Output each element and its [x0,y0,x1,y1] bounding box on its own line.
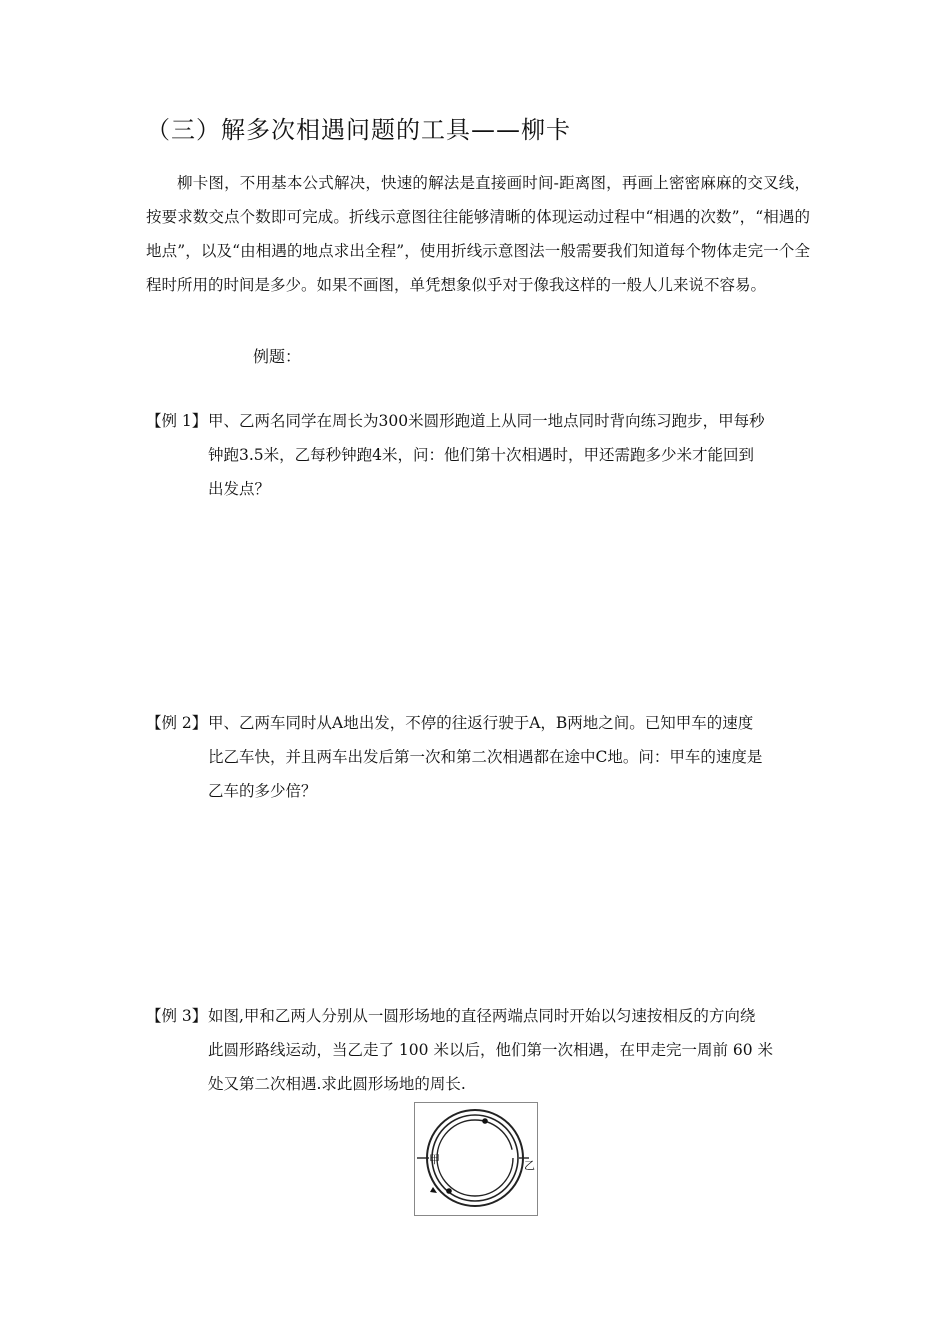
example-2-tag: 【例 2】 [146,714,208,732]
track-inner-circle [432,1115,518,1201]
example-3-line-3: 处又第二次相遇.求此圆形场地的周长. [208,1075,466,1093]
example-1-line-1: 甲、乙两名同学在周长为300米圆形跑道上从同一地点同时背向练习跑步，甲每秒 [208,412,765,430]
circular-track-figure [414,1102,538,1216]
label-yi: 乙 [524,1159,535,1172]
example-1 [146,404,810,506]
example-2-line-3: 乙车的多少倍？ [208,782,317,800]
example-3-text [146,999,810,1101]
example-3-line-2: 此圆形路线运动，当乙走了 100 米以后，他们第一次相遇，在甲走完一周前 60 米 [208,1041,774,1059]
meeting-point-2 [446,1188,452,1194]
example-1-tag: 【例 1】 [146,412,208,430]
example-1-line-2: 钟跑3.5米，乙每秒钟跑4米，问：他们第十次相遇时，甲还需跑多少米才能回到 [208,446,755,464]
direction-arrow-icon [430,1187,437,1193]
label-jia: 甲 [429,1153,440,1166]
circular-track-diagram [415,1103,537,1215]
example-1-line-3: 出发点？ [208,480,271,498]
example-3 [146,999,810,1101]
intro-paragraph: 柳卡图，不用基本公式解决，快速的解法是直接画时间-距离图，再画上密密麻麻的交叉线，按要求数交点个数即可完成。折线示意图往往能够清晰的体现运动过程中“相遇的次数”，“相遇的地点”，以及“由相遇的地点求出全程”，使用折线示意图法一般需要我们知道每个物体走完一个全程时所用的时间是多少。如果不画图，单凭想象似乎对于像我这样的一般人儿来说不容易。 [146,174,810,294]
example-3-line-1: 如图,甲和乙两人分别从一圆形场地的直径两端点同时开始以匀速按相反的方向绕 [208,1007,756,1025]
example-2-line-2: 比乙车快，并且两车出发后第一次和第二次相遇都在途中C地。问：甲车的速度是 [208,748,763,766]
track-outer-circle [427,1110,523,1206]
example-3-tag: 【例 3】 [146,1007,208,1025]
example-2-text [146,706,810,808]
track-path-circle [437,1120,513,1196]
example-2 [146,706,810,808]
examples-heading: 例题： [253,347,302,366]
meeting-point-1 [482,1118,488,1124]
example-2-line-1: 甲、乙两车同时从A地出发，不停的往返行驶于A，B两地之间。已知甲车的速度 [208,714,754,732]
example-1-text [146,404,810,506]
page-title: （三）解多次相遇问题的工具——柳卡 [146,116,571,144]
